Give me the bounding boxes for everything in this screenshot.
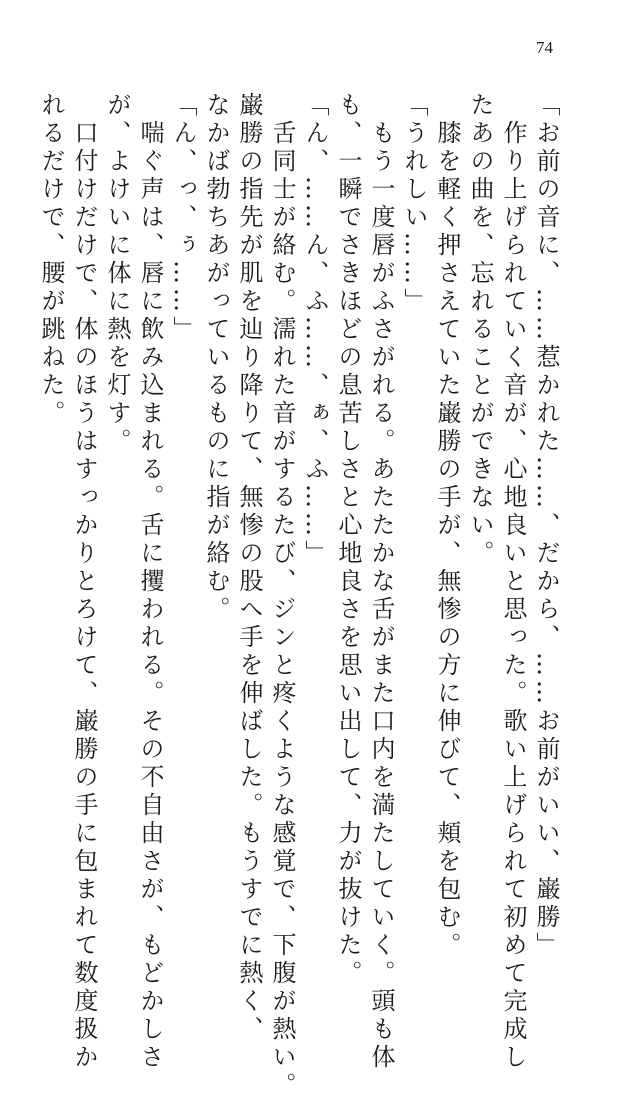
text-line: 膝を軽く押さえていた巌勝の手が、無惨の方に伸びて、頬を包む。 (433, 92, 461, 960)
text-line: 口付けだけで、体のほうはすっかりとろけて、巌勝の手に包まれて数度扱か (70, 92, 98, 1072)
vertical-text-body (37, 92, 562, 1100)
text-line: 作り上げられていく音が、心地良いと思った。歌い上げられて初めて完成し (499, 92, 527, 1072)
text-line: 舌同士が絡む。濡れた音がするたび、ジンと疼くような感覚で、下腹が熱い。 (268, 92, 296, 1100)
text-line: が、よけいに体に熱を灯す。 (103, 92, 131, 456)
text-line: 「ん、……ん、ふ……、ぁ、ふ……」 (301, 92, 329, 568)
text-line: 「うれしい……」 (400, 92, 428, 316)
text-line: れるだけで、腰が跳ねた。 (37, 92, 65, 428)
text-line: 「お前の音に、……惹かれた……、だから、……お前がいい、巌勝」 (532, 92, 560, 960)
text-line: も、一瞬でさきほどの息苦しさと心地良さを思い出して、力が抜けた。 (334, 92, 362, 988)
text-line: 巌勝の指先が肌を辿り降りて、無惨の股へ手を伸ばした。もうすでに熱く、 (235, 92, 263, 1044)
text-line: 喘ぐ声は、唇に飲み込まれる。舌に攫われる。その不自由さが、もどかしさ (136, 92, 164, 1072)
page-number: 74 (536, 38, 553, 57)
text-line: もう一度唇がふさがれる。あたたかな舌がまた口内を満たしていく。頭も体 (367, 92, 395, 1072)
text-line: なかば勃ちあがっているものに指が絡む。 (202, 92, 230, 624)
text-line: 「ん、っ、ぅ……」 (169, 92, 197, 344)
text-line: たあの曲を、忘れることができない。 (466, 92, 494, 568)
